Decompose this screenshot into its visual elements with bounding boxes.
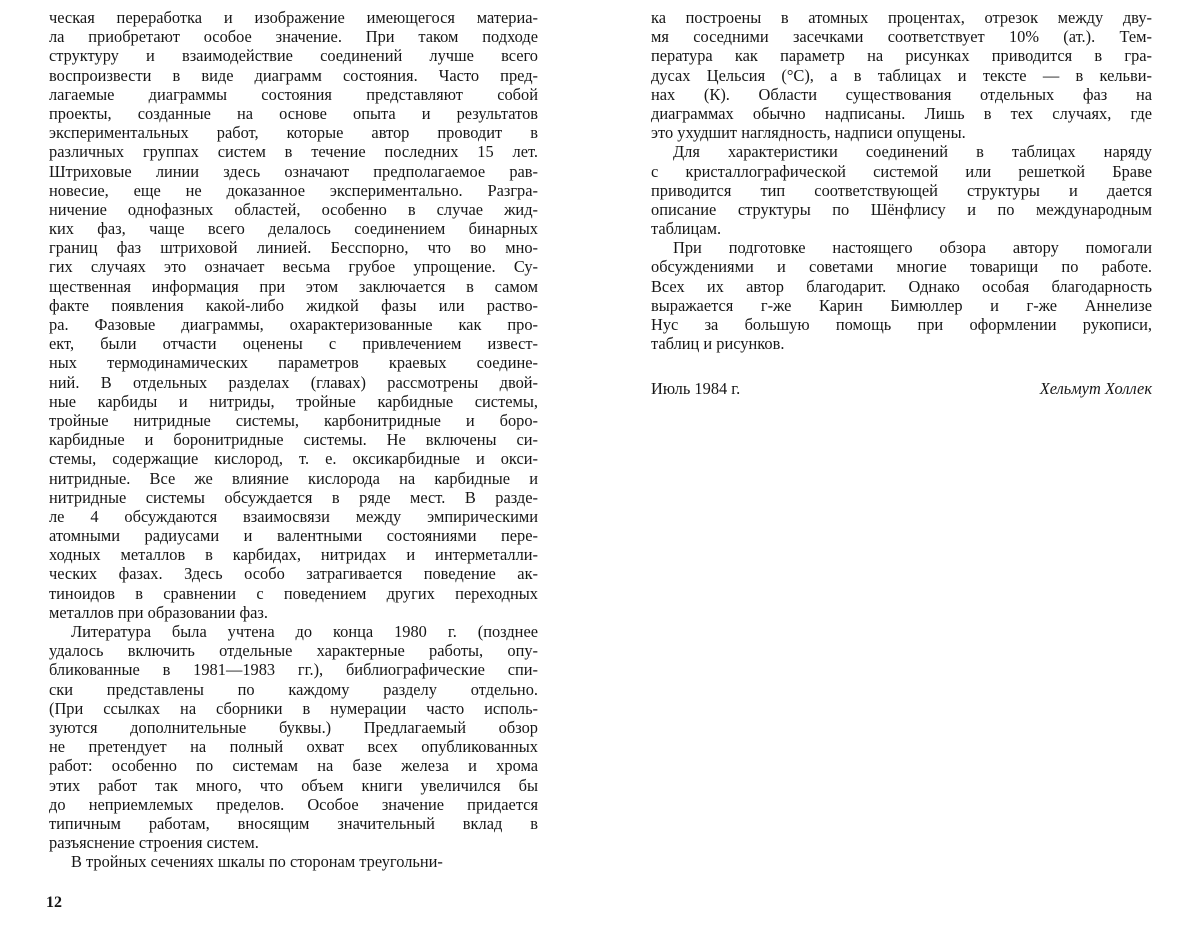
text-line: до неприемлемых пределов. Особое значение придается xyxy=(49,794,538,814)
text-line: ничение однофазных областей, особенно в случае жид- xyxy=(49,199,538,219)
text-line: выражается г-же Карин Бимюллер и г-же Аннелизе xyxy=(651,295,1152,315)
text-line: таблиц и рисунков. xyxy=(651,334,785,354)
text-line: ка построены в атомных процентах, отрезок между дву- xyxy=(651,8,1152,27)
text-line: ческих фазах. Здесь особо затрагивается поведение ак- xyxy=(49,564,538,584)
text-line: Всех их автор благодарит. Однако особая благодарность xyxy=(651,276,1152,296)
text-line: Литература была учтена до конца 1980 г. (позднее xyxy=(71,622,538,641)
text-line: пература как параметр на рисунках приводится в гра- xyxy=(651,46,1152,66)
text-line: нах (К). Области существования отдельных фаз на xyxy=(651,84,1152,104)
text-line: этих работ так много, что объем книги увеличился бы xyxy=(49,775,538,795)
signature-row xyxy=(651,379,1152,399)
paragraph xyxy=(651,8,1152,142)
text-line: ные карбиды и нитриды, тройные карбидные системы, xyxy=(49,391,538,411)
text-line: Для характеристики соединений в таблицах наряду xyxy=(673,142,1152,162)
text-line: зуются дополнительные буквы.) Предлагаемый обзор xyxy=(49,717,538,737)
text-line: ний. В отдельных разделах (главах) рассмотрены двой- xyxy=(49,372,538,392)
text-line: диаграммах обычно надписаны. Лишь в тех случаях, где xyxy=(651,103,1152,123)
text-line: ла приобретают особое значение. При таком подходе xyxy=(49,27,538,47)
text-line: описание структуры по Шёнфлису и по международным xyxy=(651,199,1152,219)
text-line: ных термодинамических параметров краевых соедине- xyxy=(49,353,538,373)
text-line: бликованные в 1981—1983 гг.), библиографические спи- xyxy=(49,660,538,680)
paragraph xyxy=(49,622,538,852)
text-line: таблицам. xyxy=(651,219,722,239)
text-line: нитридные системы обсуждается в ряде мест. В разде- xyxy=(49,487,538,507)
text-line: стемы, содержащие кислород, т. е. оксикарбидные и окси- xyxy=(49,449,538,469)
page-number: 12 xyxy=(46,894,62,911)
text-line: мя соседними засечками соответствует 10% (ат.). Тем- xyxy=(651,27,1152,47)
text-line: приводится тип соответствующей структуры и дается xyxy=(651,180,1152,200)
right-column-body xyxy=(651,8,1152,353)
text-line: это ухудшит наглядность, надписи опущены. xyxy=(651,123,966,143)
text-line: гих случаях это означает весьма грубое упрощение. Су- xyxy=(49,257,538,277)
text-line: щественная информация при этом заключается в самом xyxy=(49,276,538,296)
text-line: лагаемые диаграммы состояния представляют собой xyxy=(49,84,538,104)
paragraph xyxy=(49,8,538,622)
text-line: карбидные и боронитридные системы. Не включены си- xyxy=(49,430,538,450)
text-line: Нус за большую помощь при оформлении рукописи, xyxy=(651,315,1152,334)
text-line: разъяснение строения систем. xyxy=(49,833,259,853)
text-line: ходных металлов в карбидах, нитридах и интерметалли- xyxy=(49,545,538,565)
text-line: ле 4 обсуждаются взаимосвязи между эмпирическими xyxy=(49,506,538,526)
text-line: с кристаллографической системой или решеткой Браве xyxy=(651,161,1152,181)
text-line: При подготовке настоящего обзора автору помогали xyxy=(673,238,1152,258)
paragraph xyxy=(49,852,538,871)
text-line: работ: особенно по системам на базе железа и хрома xyxy=(49,756,538,776)
text-line: ски представлены по каждому разделу отдельно. xyxy=(49,679,538,699)
text-line: ект, были отчасти оценены с привлечением извест- xyxy=(49,334,538,354)
text-line: обсуждениями и советами многие товарищи по работе. xyxy=(651,257,1152,277)
text-line: Штриховые линии здесь означают предполагаемое рав- xyxy=(49,161,538,181)
text-line: факте появления какой-либо жидкой фазы или раство- xyxy=(49,295,538,315)
signature-date: Июль 1984 г. xyxy=(651,379,741,399)
text-line: тиноидов в сравнении с поведением других переходных xyxy=(49,583,538,603)
text-line: воспроизвести в виде диаграмм состояния. Часто пред- xyxy=(49,65,538,85)
text-line: различных группах систем в течение последних 15 лет. xyxy=(49,142,538,162)
text-line: не претендует на полный охват всех опубликованных xyxy=(49,737,538,757)
text-line: ра. Фазовые диаграммы, охарактеризованные как про- xyxy=(49,315,538,334)
text-line: дусах Цельсия (°С), а в таблицах и тексте — в кельви- xyxy=(651,65,1152,85)
paragraph xyxy=(651,142,1152,238)
left-text-column xyxy=(49,8,538,871)
text-line: экспериментальных работ, которые автор проводит в xyxy=(49,123,538,143)
text-line: нитридные. Все же влияние кислорода на карбидные и xyxy=(49,468,538,488)
text-line: В тройных сечениях шкалы по сторонам треугольни- xyxy=(71,852,443,872)
text-line: ких фаз, чаще всего делалось соединением бинарных xyxy=(49,219,538,239)
text-line: металлов при образовании фаз. xyxy=(49,602,268,622)
text-line: атомными радиусами и валентными состояниями пере- xyxy=(49,526,538,546)
text-line: (При ссылках на сборники в нумерации часто исполь- xyxy=(49,698,538,718)
text-line: новесие, еще не доказанное экспериментально. Разгра- xyxy=(49,180,538,200)
text-line: проекты, созданные на основе опыта и результатов xyxy=(49,103,538,123)
text-line: границ фаз штриховой линией. Бесспорно, что во мно- xyxy=(49,238,538,258)
paragraph xyxy=(651,238,1152,353)
text-line: тройные нитридные системы, карбонитридные и боро- xyxy=(49,410,538,430)
text-line: ческая переработка и изображение имеющегося материа- xyxy=(49,8,538,27)
text-line: удалось включить отдельные характерные работы, опу- xyxy=(49,641,538,661)
text-line: структуру и взаимодействие соединений лучше всего xyxy=(49,46,538,66)
right-text-column xyxy=(651,8,1152,399)
text-line: типичным работам, вносящим значительный вклад в xyxy=(49,813,538,833)
signature-author: Хельмут Холлек xyxy=(1039,379,1152,399)
